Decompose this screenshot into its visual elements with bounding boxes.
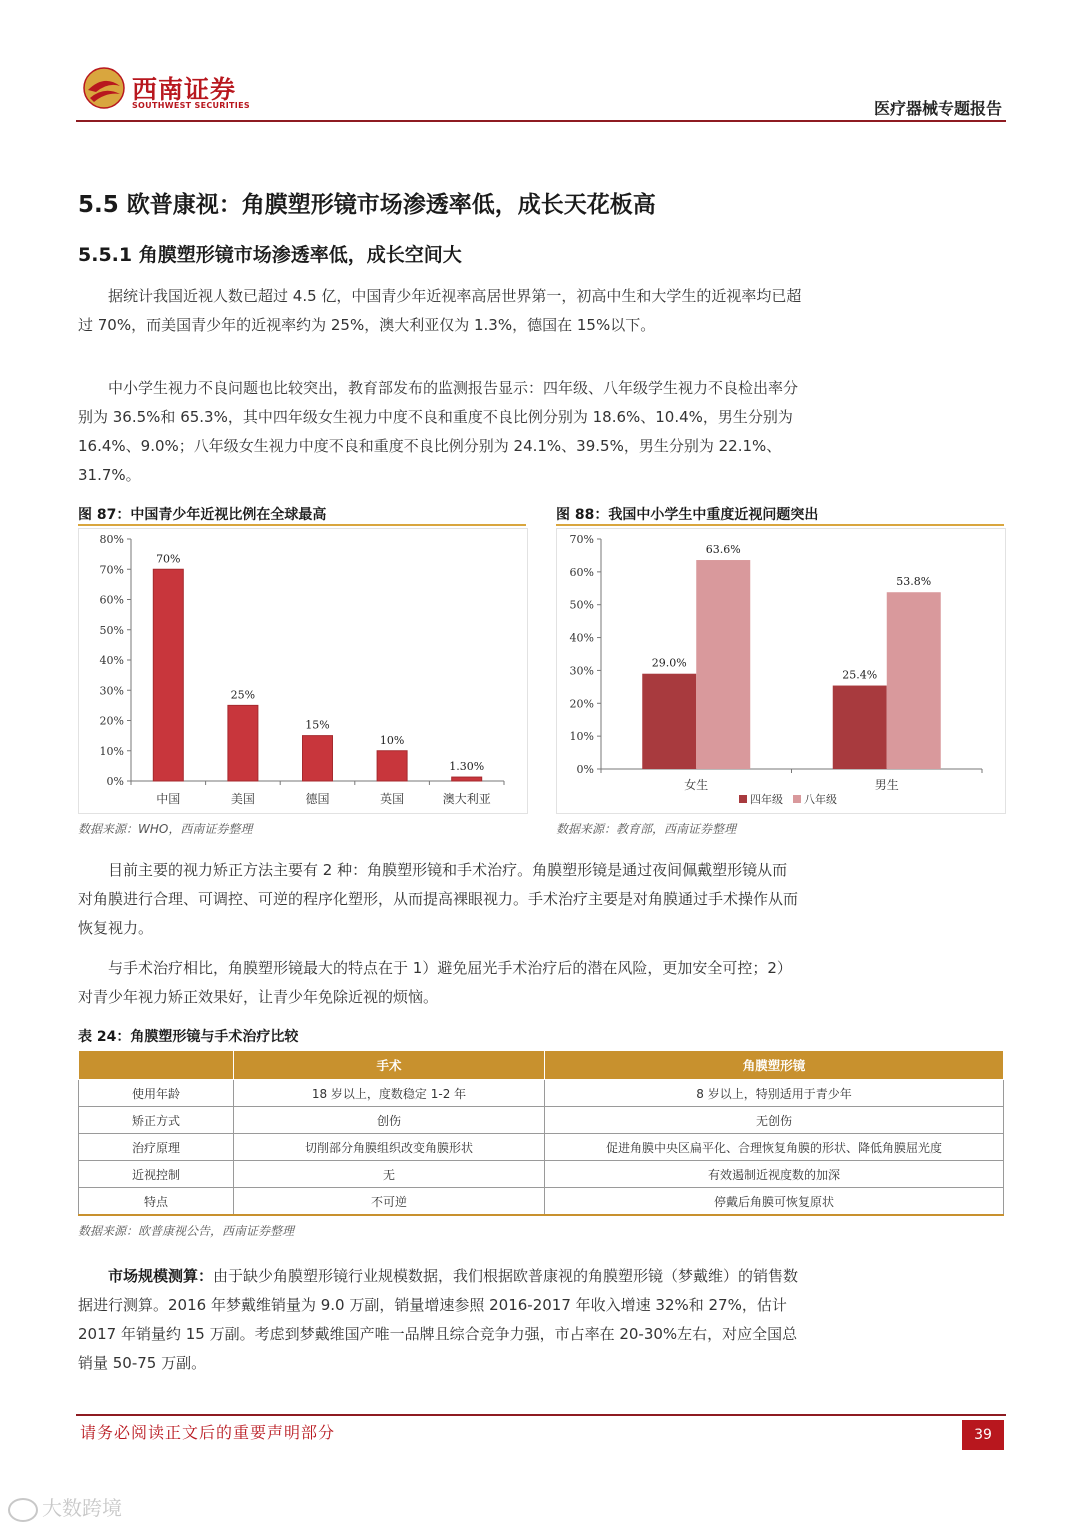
bar-value-label: 70% (156, 552, 181, 566)
bar-value-label: 63.6% (705, 543, 741, 557)
table-cell: 停戴后角膜可恢复原状 (545, 1188, 1004, 1216)
bar-value-label: 25.4% (842, 668, 878, 682)
legend-swatch (793, 795, 801, 803)
y-tick-label: 10% (99, 744, 124, 758)
watermark-text: 大数跨境 (42, 1496, 122, 1520)
table-24-source: 数据来源：欧普康视公告，西南证券整理 (78, 1224, 295, 1238)
bar (228, 705, 258, 781)
disclaimer-link[interactable]: 请务必阅读正文后的重要声明部分 (80, 1423, 336, 1442)
bar (696, 560, 750, 769)
y-tick-label: 50% (569, 598, 594, 612)
y-tick-label: 0% (106, 775, 124, 788)
paragraph-student-vision: 中小学生视力不良问题也比较突出，教育部发布的监测报告显示：四年级、八年级学生视力不良检出率分别为 36.5%和 65.3%，其中四年级女生视力中度不良和重度不良比例分别为 18.6%、10.4%，男生分别为 16.4%、9.0%；八年级女生视力中度不良和重度不良比例分别为 24.1%、39.5%，男生分别为 22.1%、31.7%。 (78, 379, 799, 484)
table-cell: 不可逆 (234, 1188, 545, 1216)
bar (452, 777, 482, 781)
x-tick-label: 中国 (156, 792, 181, 806)
bar (887, 592, 941, 769)
figure-88-source: 数据来源：教育部，西南证券整理 (556, 822, 737, 836)
bar-value-label: 29.0% (651, 656, 687, 670)
paragraph-myopia-stats: 据统计我国近视人数已超过 4.5 亿，中国青少年近视率高居世界第一，初高中生和大学生的近视率均已超过 70%，而美国青少年的近视率约为 25%，澳大利亚仅为 1.3%，德国在 15%以下。 (78, 287, 802, 334)
table-row (79, 1188, 1004, 1216)
company-logo-icon (82, 66, 126, 110)
figure-88-caption: 图 88：我国中小学生中重度近视问题突出 (556, 507, 819, 523)
figure-87-source: 数据来源：WHO，西南证券整理 (78, 822, 253, 836)
table-row (79, 1161, 1004, 1188)
company-name-english: SOUTHWEST SECURITIES (132, 101, 250, 110)
figure-87-chart (78, 528, 528, 814)
bar (642, 674, 696, 769)
figure-87-caption-rule (78, 524, 526, 526)
y-tick-label: 20% (99, 714, 124, 728)
paragraph-market-size (78, 1262, 802, 1378)
legend-label: 四年级 (750, 793, 783, 806)
x-tick-label: 女生 (684, 778, 709, 792)
y-tick-label: 80% (99, 533, 124, 546)
table-24-caption: 表 24：角膜塑形镜与手术治疗比较 (78, 1029, 299, 1045)
figure-87-caption: 图 87：中国青少年近视比例在全球最高 (78, 507, 327, 523)
y-tick-label: 70% (569, 533, 594, 546)
table-cell: 矫正方式 (79, 1107, 234, 1134)
y-tick-label: 50% (99, 623, 124, 637)
bar-value-label: 15% (305, 718, 330, 732)
y-tick-label: 40% (99, 654, 124, 667)
figure-87-svg (79, 529, 527, 813)
table-row (79, 1107, 1004, 1134)
x-tick-label: 德国 (305, 792, 330, 806)
paragraph-body: 由于缺少角膜塑形镜行业规模数据，我们根据欧普康视的角膜塑形镜（梦戴维）的销售数据进行测算。2016 年梦戴维销量为 9.0 万副，销量增速参照 2016-2017 年收入增速 32%和 27%，估计 2017 年销量约 15 万副。考虑到梦戴维国产唯一品牌且综合竞争力强，市占率在 20-30%左右，对应全国总销量 50-75 万副。 (78, 1267, 799, 1372)
table-header-row (79, 1051, 1004, 1080)
bar (377, 751, 407, 781)
x-tick-label: 美国 (230, 792, 255, 806)
y-tick-label: 70% (99, 563, 124, 577)
table-header-cell: 角膜塑形镜 (545, 1051, 1004, 1080)
table-cell: 促进角膜中央区扁平化、合理恢复角膜的形状、降低角膜屈光度 (545, 1134, 1004, 1161)
table-header-cell (79, 1051, 234, 1080)
table-row (79, 1080, 1004, 1107)
table-cell: 无创伤 (545, 1107, 1004, 1134)
x-tick-label: 英国 (380, 792, 405, 806)
paragraph-advantages: 与手术治疗相比，角膜塑形镜最大的特点在于 1）避免屈光手术治疗后的潜在风险，更加安全可控；2）对青少年视力矫正效果好，让青少年免除近视的烦恼。 (78, 959, 792, 1006)
watermark-icon (8, 1498, 38, 1522)
table-cell: 近视控制 (79, 1161, 234, 1188)
y-tick-label: 60% (99, 593, 124, 607)
report-type-label: 医疗器械专题报告 (873, 99, 1002, 118)
y-tick-label: 30% (569, 664, 594, 678)
table-cell: 8 岁以上，特别适用于青少年 (545, 1080, 1004, 1107)
footer-divider (76, 1414, 1006, 1416)
table-cell: 特点 (79, 1188, 234, 1216)
bar-value-label: 53.8% (896, 575, 932, 589)
figure-88-svg (557, 529, 1005, 813)
figure-88-chart (556, 528, 1006, 814)
table-row (79, 1134, 1004, 1161)
table-cell: 有效遏制近视度数的加深 (545, 1161, 1004, 1188)
table-cell: 创伤 (234, 1107, 545, 1134)
section-title: 5.5 欧普康视：角膜塑形镜市场渗透率低，成长天花板高 (78, 192, 656, 218)
table-cell: 治疗原理 (79, 1134, 234, 1161)
y-tick-label: 60% (569, 565, 594, 579)
table-header-cell: 手术 (234, 1051, 545, 1080)
y-tick-label: 10% (569, 730, 594, 744)
page-number: 39 (962, 1420, 1004, 1450)
bar-value-label: 1.30% (449, 760, 485, 774)
figure-88-caption-rule (556, 524, 1004, 526)
table-cell: 18 岁以上，度数稳定 1-2 年 (234, 1080, 545, 1107)
legend-swatch (739, 795, 747, 803)
bar (833, 686, 887, 769)
bar (153, 569, 183, 781)
paragraph-correction-methods: 目前主要的视力矫正方法主要有 2 种：角膜塑形镜和手术治疗。角膜塑形镜是通过夜间佩戴塑形镜从而对角膜进行合理、可调控、可逆的程序化塑形，从而提高裸眼视力。手术治疗主要是对角膜通过手术操作从而恢复视力。 (78, 861, 799, 937)
bar-value-label: 25% (230, 688, 256, 702)
company-name: 西南证券 (132, 75, 237, 104)
y-tick-label: 20% (569, 697, 594, 711)
y-tick-label: 30% (99, 684, 124, 698)
table-cell: 无 (234, 1161, 545, 1188)
y-tick-label: 0% (576, 763, 594, 776)
table-cell: 切削部分角膜组织改变角膜形状 (234, 1134, 545, 1161)
legend-label: 八年级 (804, 793, 837, 806)
comparison-table (78, 1050, 1004, 1216)
header-divider (76, 120, 1006, 122)
y-tick-label: 40% (569, 631, 594, 645)
x-tick-label: 澳大利亚 (442, 792, 491, 806)
x-tick-label: 男生 (874, 778, 899, 792)
watermark (8, 1492, 122, 1522)
bar (303, 736, 333, 781)
subsection-title: 5.5.1 角膜塑形镜市场渗透率低，成长空间大 (78, 244, 462, 266)
bar-value-label: 10% (379, 733, 405, 747)
table-cell: 使用年龄 (79, 1080, 234, 1107)
paragraph-lead: 市场规模测算： (108, 1267, 214, 1285)
